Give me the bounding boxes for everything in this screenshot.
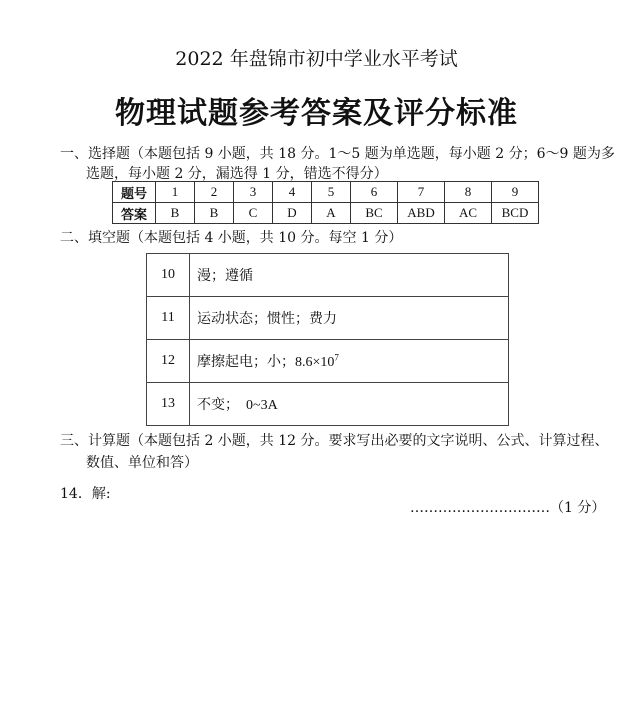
answer-cell: ABD: [398, 203, 445, 224]
question-number: 5: [312, 182, 351, 203]
question-number: 11: [147, 297, 190, 340]
section1-instructions-line2: 选题，每小题 2 分，漏选得 1 分，错选不得分）: [86, 166, 388, 182]
question-number: 9: [492, 182, 539, 203]
score-line: [410, 497, 605, 517]
question-number: 3: [234, 182, 273, 203]
answer-cell: A: [312, 203, 351, 224]
answer-row: [113, 203, 539, 224]
answer-cell: BCD: [492, 203, 539, 224]
question-number: 12: [147, 340, 190, 383]
answer-cell: D: [273, 203, 312, 224]
answer-cell: BC: [351, 203, 398, 224]
page-title: 物理试题参考答案及评分标准: [115, 96, 518, 131]
exponent: 7: [334, 352, 339, 363]
answer-text: 摩擦起电；小；8.6×10: [197, 355, 335, 370]
question-number: 8: [445, 182, 492, 203]
answer-cell: 漫；遵循: [190, 254, 509, 297]
answer-cell: B: [156, 203, 195, 224]
exam-subtitle: 2022 年盘锦市初中学业水平考试: [175, 48, 458, 70]
answer-cell: [190, 340, 509, 383]
answer-cell: AC: [445, 203, 492, 224]
table-row: [147, 297, 509, 340]
answer-cell: 不变； 0~3A: [190, 383, 509, 426]
section3-instructions-line2: 数值、单位和答）: [86, 455, 198, 471]
question-number-row: [113, 182, 539, 203]
multiple-choice-answer-table: [112, 181, 539, 224]
row-label-number: 题号: [113, 182, 156, 203]
table-row: [147, 383, 509, 426]
dot-leader: …………………………: [410, 500, 550, 516]
table-row: [147, 340, 509, 383]
section3-instructions-line1: 三、计算题（本题包括 2 小题，共 12 分。要求写出必要的文字说明、公式、计算过程、: [60, 433, 609, 449]
question-number: 6: [351, 182, 398, 203]
table-row: [147, 254, 509, 297]
fill-in-answer-table: [146, 253, 509, 426]
question-number: 4: [273, 182, 312, 203]
score-label: （1 分）: [550, 500, 606, 516]
answer-cell: B: [195, 203, 234, 224]
question-14-label: 14．解:: [60, 486, 111, 502]
question-number: 10: [147, 254, 190, 297]
row-label-answer: 答案: [113, 203, 156, 224]
answer-cell: 运动状态；惯性；费力: [190, 297, 509, 340]
section2-heading: 二、填空题（本题包括 4 小题，共 10 分。每空 1 分）: [60, 230, 403, 246]
question-number: 7: [398, 182, 445, 203]
answer-cell: C: [234, 203, 273, 224]
section1-instructions-line1: 一、选择题（本题包括 9 小题，共 18 分。1～5 题为单选题，每小题 2 分；6～9 题为多: [60, 146, 615, 162]
question-number: 13: [147, 383, 190, 426]
question-number: 1: [156, 182, 195, 203]
question-number: 2: [195, 182, 234, 203]
